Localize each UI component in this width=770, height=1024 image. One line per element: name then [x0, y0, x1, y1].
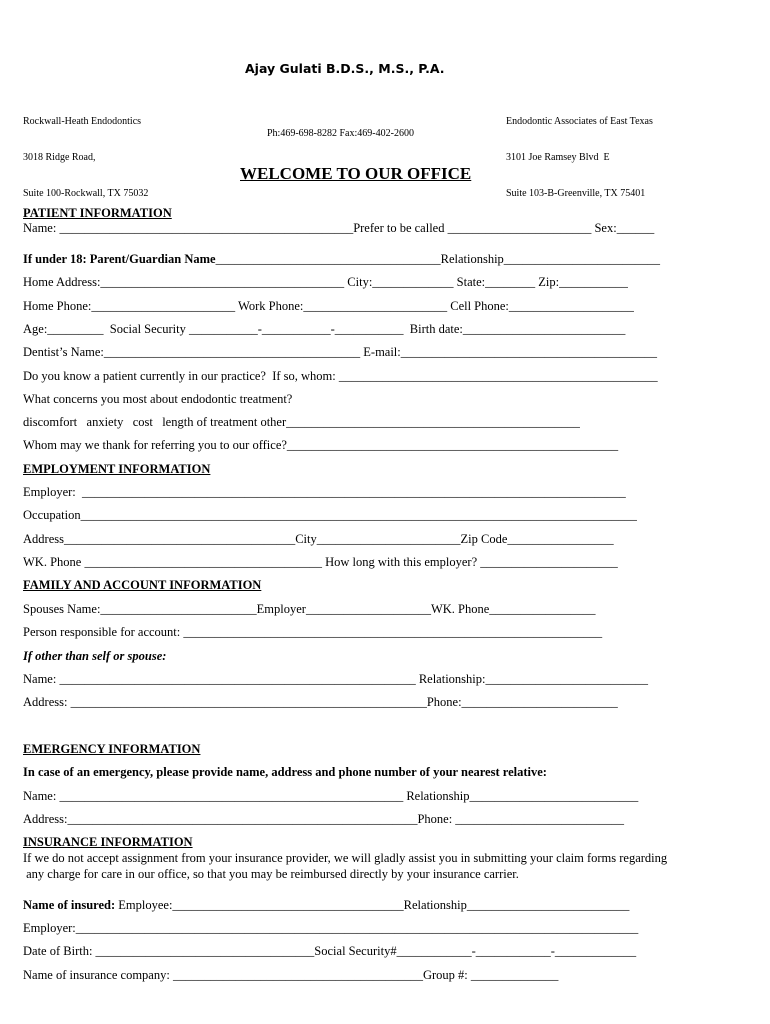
insurance-notice: If we do not accept assignment from your insurance provider, we will gladly assist you in submitting your claim forms regarding — [23, 851, 668, 865]
emergency-instruction: In case of an emergency, please provide name, address and phone number of your nearest relative: — [23, 765, 547, 779]
responsible-party-field[interactable]: Person responsible for account: ___________________________________________________________________ — [23, 625, 603, 639]
insured-label: Name of insured: — [23, 898, 116, 912]
emergency-info-heading: EMERGENCY INFORMATION — [23, 742, 201, 756]
right-office-address — [506, 92, 653, 212]
family-info-heading: FAMILY AND ACCOUNT INFORMATION — [23, 578, 262, 592]
referral-field[interactable]: Whom may we thank for referring you to our office?_____________________________________________________ — [23, 438, 619, 452]
dentist-email-field[interactable]: Dentist’s Name:_________________________________________ E-mail:_________________________________________ — [23, 345, 658, 359]
concerns-question: What concerns you most about endodontic treatment? — [23, 392, 293, 406]
employment-info-heading: EMPLOYMENT INFORMATION — [23, 462, 211, 476]
patient-name-field[interactable]: Name: _______________________________________________Prefer to be called _______________________ Sex:______ — [23, 221, 655, 235]
emergency-address-field[interactable]: Address:________________________________________________________Phone: ___________________________ — [23, 812, 625, 826]
left-office-address — [23, 92, 148, 212]
emergency-name-field[interactable]: Name: _______________________________________________________ Relationship___________________________ — [23, 789, 639, 803]
insured-field[interactable] — [23, 898, 629, 913]
home-address-field[interactable]: Home Address:_______________________________________ City:_____________ State:________ Zip:___________ — [23, 275, 628, 289]
guardian-line: ____________________________________Relationship_________________________ — [215, 252, 661, 266]
occupation-field[interactable]: Occupation_________________________________________________________________________________________ — [23, 508, 637, 522]
doctor-name: Ajay Gulati B.D.S., M.S., P.A. — [245, 61, 445, 76]
insured-dob-ssn-field[interactable]: Date of Birth: ___________________________________Social Security#____________-____________-_____________ — [23, 944, 637, 958]
guardian-label: If under 18: Parent/Guardian Name — [23, 252, 216, 266]
patient-info-heading: PATIENT INFORMATION — [23, 206, 172, 220]
age-ssn-field[interactable]: Age:_________ Social Security ___________-___________-___________ Birth date:__________________________ — [23, 322, 626, 336]
insured-employer-field[interactable]: Employer:__________________________________________________________________________________________ — [23, 921, 639, 935]
right-office-line: Suite 103-B-Greenville, TX 75401 — [506, 188, 646, 199]
other-than-self-label: If other than self or spouse: — [23, 649, 167, 663]
page-title: WELCOME TO OUR OFFICE — [240, 164, 472, 183]
left-office-line: Suite 100-Rockwall, TX 75032 — [23, 188, 149, 199]
right-office-line: 3101 Joe Ramsey Blvd E — [506, 152, 610, 163]
employer-address-field[interactable]: Address_____________________________________City_______________________Zip Code_________________ — [23, 532, 614, 546]
insurance-info-heading: INSURANCE INFORMATION — [23, 835, 193, 849]
insured-line: Employee:_____________________________________Relationship__________________________ — [115, 898, 630, 912]
guardian-field[interactable] — [23, 252, 660, 267]
responsible-address-field[interactable]: Address: _________________________________________________________Phone:_________________________ — [23, 695, 618, 709]
phone-fax: Ph:469-698-8282 Fax:469-402-2600 — [267, 128, 414, 139]
employer-field[interactable]: Employer: _______________________________________________________________________________________ — [23, 485, 626, 499]
left-office-line: 3018 Ridge Road, — [23, 152, 96, 163]
insurance-company-field[interactable]: Name of insurance company: ________________________________________Group #: ______________ — [23, 968, 559, 982]
phones-field[interactable]: Home Phone:_______________________ Work Phone:_______________________ Cell Phone:____________________ — [23, 299, 634, 313]
insurance-notice: any charge for care in our office, so that you may be reimbursed directly by your insurance carrier. — [23, 867, 519, 881]
responsible-name-field[interactable]: Name: _________________________________________________________ Relationship:__________________________ — [23, 672, 648, 686]
know-patient-field[interactable]: Do you know a patient currently in our practice? If so, whom: ___________________________________________________ — [23, 369, 658, 383]
work-phone-field[interactable]: WK. Phone ______________________________________ How long with this employer? ______________________ — [23, 555, 618, 569]
right-office-line: Endodontic Associates of East Texas — [506, 116, 653, 127]
spouse-field[interactable]: Spouses Name:_________________________Employer____________________WK. Phone_________________ — [23, 602, 596, 616]
left-office-line: Rockwall-Heath Endodontics — [23, 116, 142, 127]
concerns-options[interactable]: discomfort anxiety cost length of treatment other_______________________________________________ — [23, 415, 580, 429]
